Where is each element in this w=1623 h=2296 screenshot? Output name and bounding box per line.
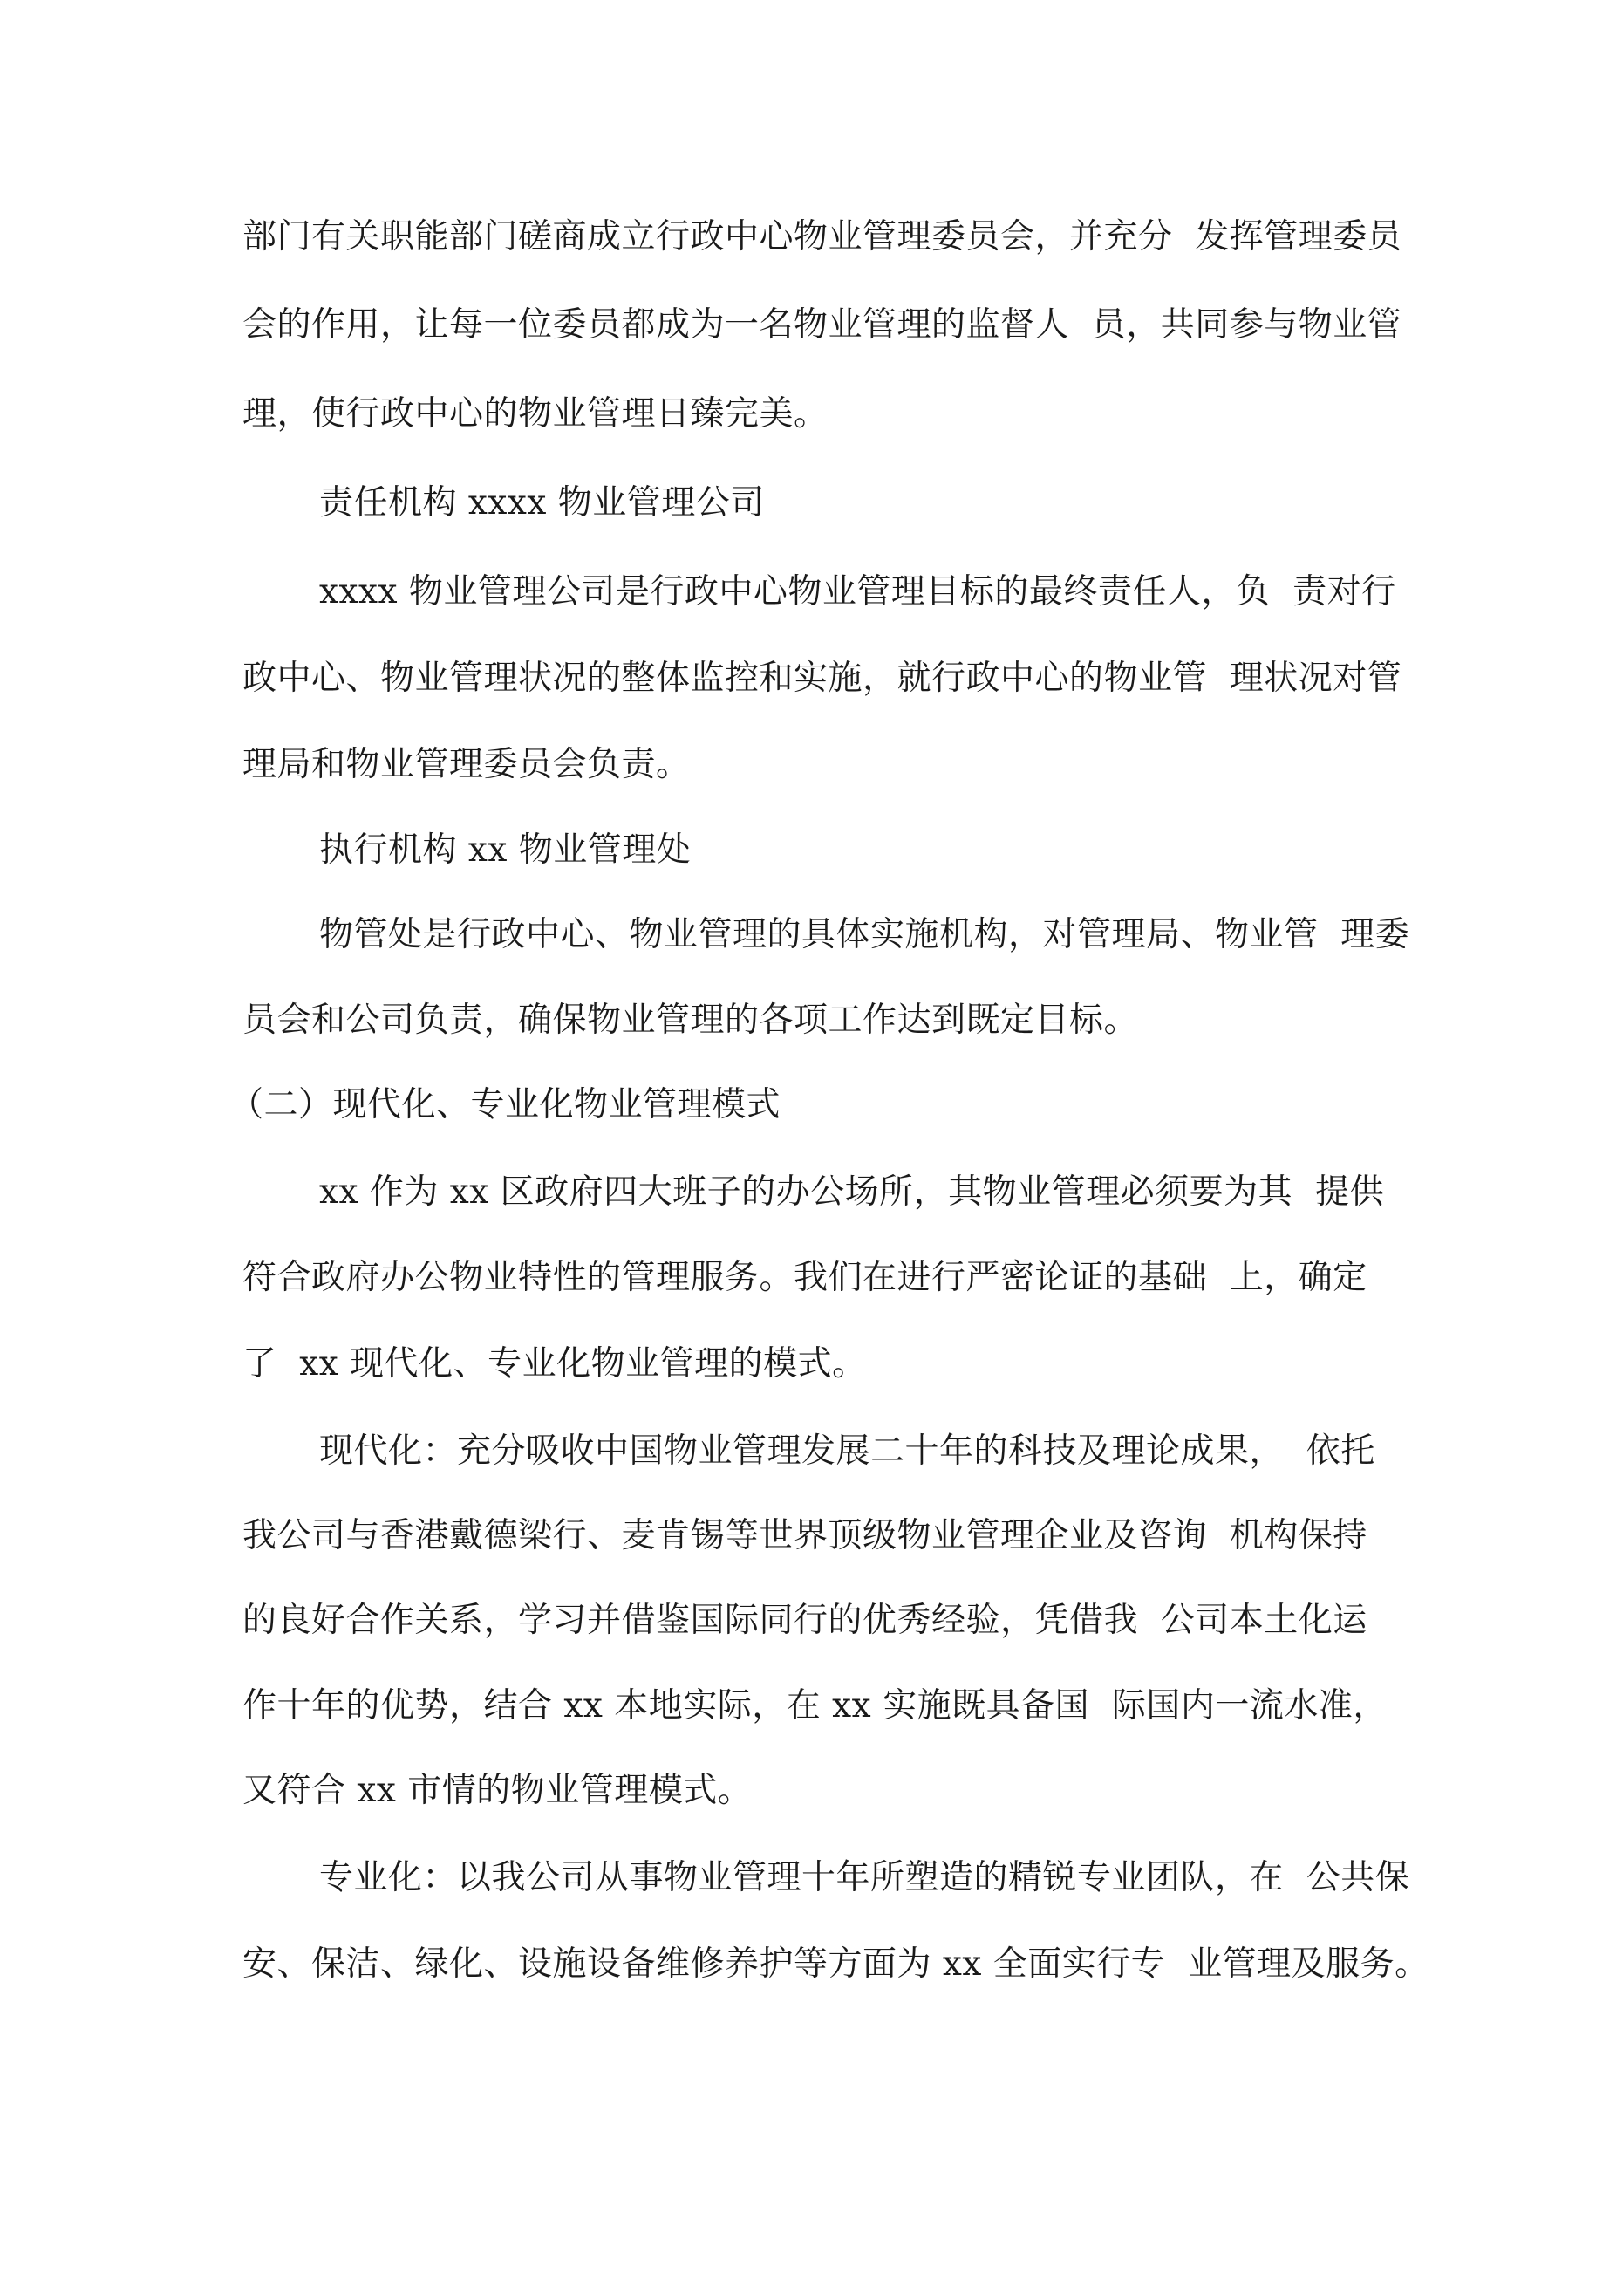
paragraph-line: 作十年的优势，结合 xx 本地实际，在 xx 实施既具备国 际国内一流水准， <box>242 1686 1388 1725</box>
paragraph-line: 的良好合作关系，学习并借鉴国际同行的优秀经验，凭借我 公司本土化运 <box>242 1601 1367 1640</box>
paragraph-line: 我公司与香港戴德梁行、麦肯锡等世界顶级物业管理企业及咨询 机构保持 <box>242 1516 1367 1555</box>
section-heading: （二）现代化、专业化物业管理模式 <box>229 1085 781 1124</box>
paragraph-line: 政中心、物业管理状况的整体监控和实施，就行政中心的物业管 理状况对管 <box>242 659 1402 698</box>
paragraph-line: 专业化：以我公司从事物业管理十年所塑造的精锐专业团队，在 公共保 <box>319 1858 1410 1897</box>
paragraph-line: 安、保洁、绿化、设施设备维修养护等方面为 xx 全面实行专 业管理及服务。 <box>242 1944 1429 1984</box>
paragraph-line: 符合政府办公物业特性的管理服务。我们在进行严密论证的基础 上，确定 <box>242 1258 1367 1297</box>
paragraph-line: 又符合 xx 市情的物业管理模式。 <box>242 1771 753 1810</box>
paragraph-line: 部门有关职能部门磋商成立行政中心物业管理委员会，并充分 发挥管理委员 <box>242 217 1402 256</box>
section-heading: 执行机构 xx 物业管理处 <box>319 830 692 870</box>
paragraph-line: 理，使行政中心的物业管理日臻完美。 <box>242 394 829 434</box>
paragraph-line: 理局和物业管理委员会负责。 <box>242 745 691 784</box>
section-heading: 责任机构 xxxx 物业管理公司 <box>319 483 765 523</box>
paragraph-line: 员会和公司负责，确保物业管理的各项工作达到既定目标。 <box>242 1001 1139 1040</box>
paragraph-line: 现代化：充分吸收中国物业管理发展二十年的科技及理论成果， 依托 <box>319 1432 1375 1471</box>
paragraph-line: 会的作用，让每一位委员都成为一名物业管理的监督人 员，共同参与物业管 <box>242 305 1402 345</box>
paragraph-line: xxxx 物业管理公司是行政中心物业管理目标的最终责任人，负 责对行 <box>319 572 1396 612</box>
paragraph-line: 了 xx 现代化、专业化物业管理的模式。 <box>242 1344 867 1384</box>
paragraph-line: xx 作为 xx 区政府四大班子的办公场所，其物业管理必须要为其 提供 <box>319 1172 1384 1212</box>
paragraph-line: 物管处是行政中心、物业管理的具体实施机构，对管理局、物业管 理委 <box>319 915 1410 954</box>
